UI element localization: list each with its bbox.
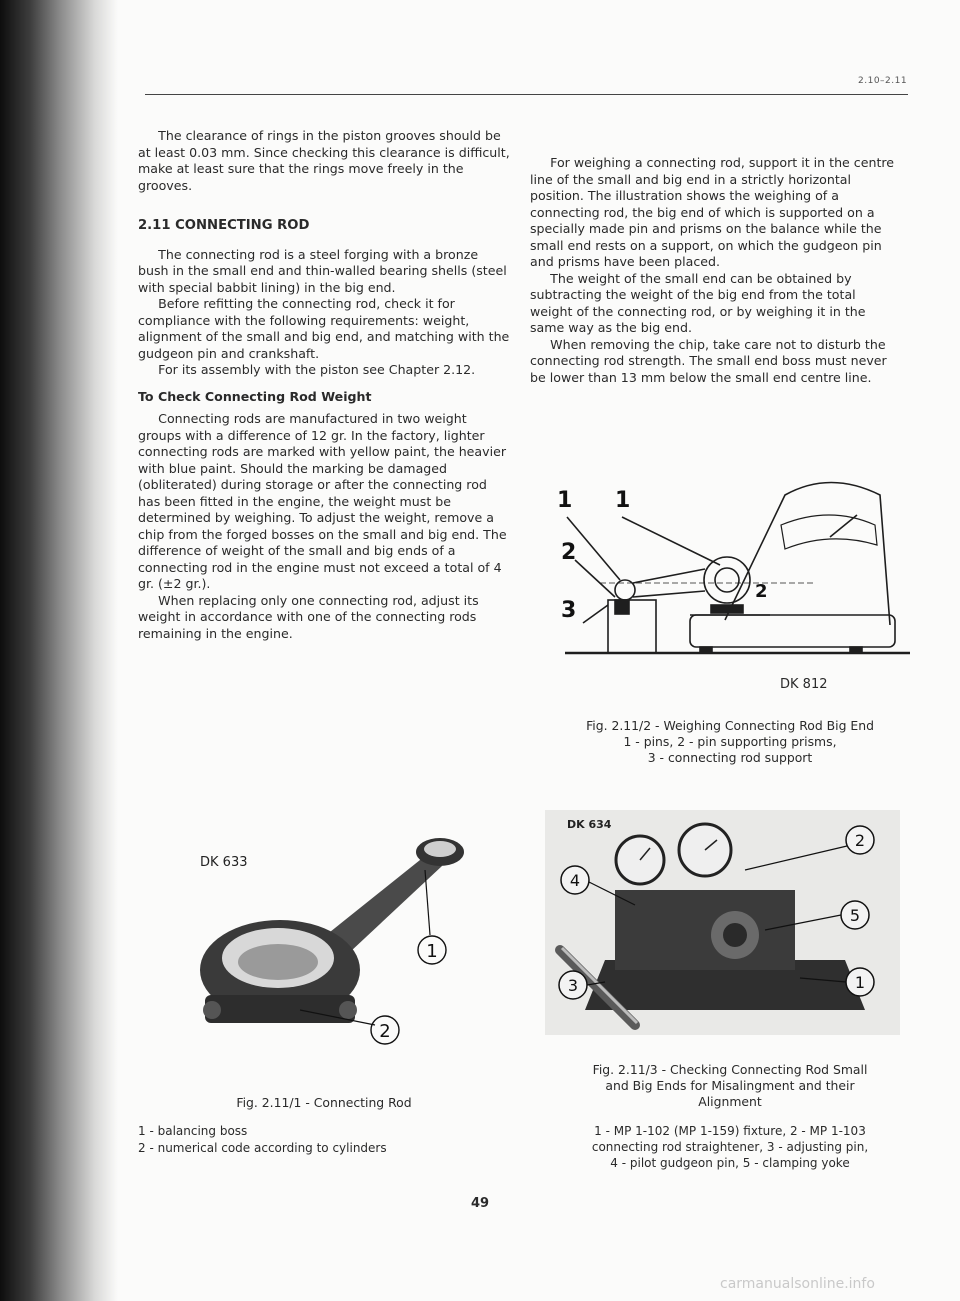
callout-2-left: 2	[561, 540, 577, 565]
rod-cap	[205, 995, 355, 1023]
balance-needle	[830, 515, 857, 537]
fig1-code: DK 633	[200, 855, 248, 870]
subsection-title: To Check Connecting Rod Weight	[138, 388, 372, 404]
fig3-caption-line-1: Fig. 2.11/3 - Checking Connecting Rod Small	[592, 1062, 868, 1077]
fig1-legend-line-1: 1 - balancing boss	[138, 1124, 248, 1138]
balance-housing	[725, 483, 890, 626]
fig2-legend-line-2: 3 - connecting rod support	[647, 750, 813, 765]
callout-2-right: 2	[755, 581, 768, 602]
leader-3	[583, 605, 608, 623]
callout-5: 5	[849, 906, 861, 925]
fig3-caption-line-3: Alignment	[698, 1094, 762, 1109]
right-paragraph-2: The weight of the small end can be obtained by subtracting the weight of the big end from the total weight of the connecting rod, or by weighing it in the same way as the big end.	[530, 270, 866, 335]
fig2-caption-block	[545, 718, 915, 766]
connecting-rod-photo	[180, 810, 480, 1060]
right-paragraph-1: For weighing a connecting rod, support it in the centre line of the small and big end in a strictly horizontal position. The illustration shows the weighing of a connecting rod, the big end of which is supported on a specially made pin and prisms on the balance while the small end rests on a support, on which the gudgeon pin and prisms have been placed.	[530, 155, 895, 269]
paragraph-5: When replacing only one connecting rod, adjust its weight in accordance with one of the connecting rods remaining in the engine.	[138, 592, 479, 641]
header-rule	[145, 94, 908, 95]
callout-4: 4	[569, 871, 581, 890]
weighing-diagram	[545, 465, 915, 660]
callout-2: 2	[854, 831, 866, 850]
fig1-legend	[138, 1123, 510, 1157]
leader-1-right	[622, 517, 720, 565]
figure-connecting-rod	[180, 810, 480, 1060]
fig2-caption: Fig. 2.11/2 - Weighing Connecting Rod Big End	[586, 718, 874, 733]
callout-1: 1	[854, 973, 866, 992]
watermark: carmanualsonline.info	[720, 1276, 875, 1292]
header-section-ref: 2.10–2.11	[858, 76, 908, 86]
paragraph-4: Connecting rods are manufactured in two weight groups with a difference of 12 gr. In the factory, lighter connecting rods are marked with yellow paint, the heavier with blue paint. Should the marking be damaged (obliterated) during storage or after the connecting rod has been fitted in the engine, the weight must be determined by weighing. To adjust the weight, remove a chip from the forged bosses on the small and big end. The difference of weight of the small and big ends of a connecting rod in the engine must not exceed a total of 4 gr. (±2 gr.).	[138, 411, 507, 591]
intro-paragraph: The clearance of rings in the piston grooves should be at least 0.03 mm. Since checking this clearance is difficult, make at least sure that the rings move freely in the grooves.	[138, 128, 510, 193]
left-column	[138, 128, 510, 642]
callout-1-left: 1	[557, 488, 573, 513]
callout-3: 3	[561, 598, 577, 623]
cap-bolt-left	[203, 1001, 221, 1019]
fig3-legend-line-2: connecting rod straightener, 3 - adjusting pin,	[591, 1140, 869, 1154]
callout-3: 3	[567, 976, 579, 995]
fig2-legend-line-1: 1 - pins, 2 - pin supporting prisms,	[623, 734, 837, 749]
fig2-code: DK 812	[780, 677, 828, 692]
callout-2: 2	[379, 1021, 391, 1042]
fig3-code: DK 634	[567, 818, 612, 831]
section-title: 2.11 CONNECTING ROD	[138, 218, 310, 233]
callout-1-right: 1	[615, 488, 631, 513]
book-binding-shadow	[0, 0, 118, 1301]
fig3-legend-line-3: 4 - pilot gudgeon pin, 5 - clamping yoke	[610, 1156, 850, 1170]
callout-1: 1	[426, 941, 438, 962]
paragraph-2: Before refitting the connecting rod, check it for compliance with the following requirements: weight, alignment of the small and big end, and matching with the gudgeon pin and crankshaft.	[138, 296, 510, 361]
paragraph-1: The connecting rod is a steel forging with a bronze bush in the small end and thin-walled bearing shells (steel with special babbit lining) in the big end.	[138, 246, 507, 295]
fig3-caption	[545, 1062, 915, 1110]
right-paragraph-3: When removing the chip, take care not to disturb the connecting rod strength. The small end boss must never be lower than 13 mm below the small end centre line.	[530, 336, 887, 385]
fig1-caption: Fig. 2.11/1 - Connecting Rod	[236, 1095, 412, 1110]
bearing-shell	[238, 944, 318, 980]
rod-big-end	[704, 557, 750, 603]
balance-base	[690, 615, 895, 647]
right-column	[530, 155, 902, 386]
rod-big-end-bore	[715, 568, 739, 592]
fig1-legend-line-2: 2 - numerical code according to cylinders	[138, 1141, 387, 1155]
cap-bolt-right	[339, 1001, 357, 1019]
figure-alignment-fixture	[545, 810, 900, 1035]
fig3-legend	[545, 1123, 915, 1171]
fig3-caption-line-2: and Big Ends for Misalingment and their	[605, 1078, 855, 1093]
fig3-legend-line-1: 1 - MP 1-102 (MP 1-159) fixture, 2 - MP 1-103	[594, 1124, 866, 1138]
pin-prism-right	[711, 605, 743, 613]
figure-weighing-diagram	[545, 465, 915, 660]
paragraph-3: For its assembly with the piston see Chapter 2.12.	[158, 362, 476, 377]
page-number: 49	[470, 1196, 490, 1211]
pin-prism-left	[615, 600, 629, 614]
leader-2-left	[575, 560, 615, 597]
small-end-bore	[424, 841, 456, 857]
balance-dial	[781, 515, 877, 549]
alignment-fixture-photo	[545, 810, 900, 1035]
